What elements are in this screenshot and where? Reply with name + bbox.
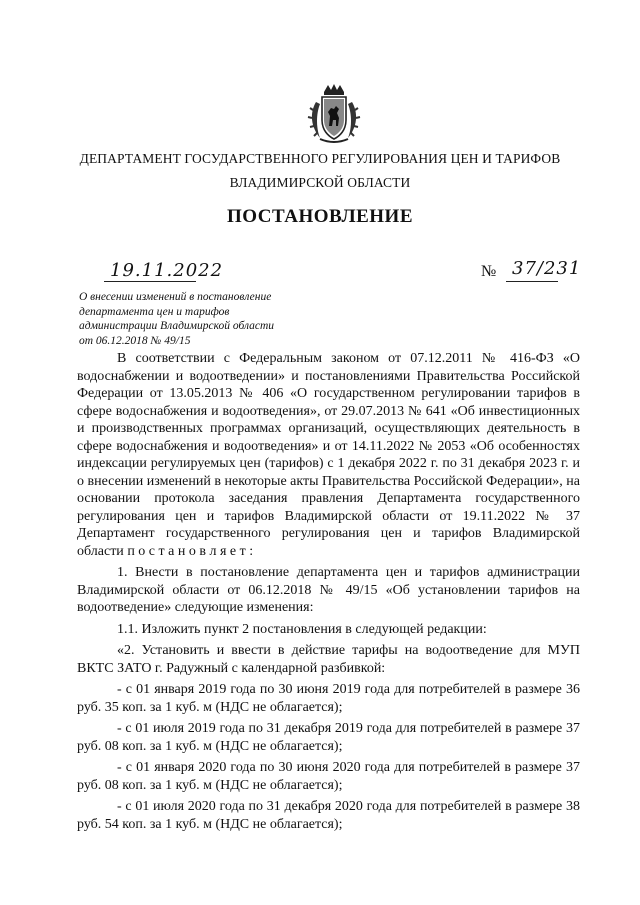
tariff-item: - с 01 января 2020 года по 30 июня 2020 года для потребителей в размере 37 руб. 08 коп. за 1 куб. м (НДС не облагается); — [77, 760, 580, 793]
preamble-paragraph — [77, 350, 580, 560]
subject-line: О внесении изменений в постановление — [79, 291, 272, 303]
number-underline — [506, 281, 558, 282]
document-subject — [79, 290, 274, 348]
department-name-line1: ДЕПАРТАМЕНТ ГОСУДАРСТВЕННОГО РЕГУЛИРОВАНИЯ ЦЕН И ТАРИФОВ — [79, 151, 561, 166]
document-body — [77, 350, 580, 833]
subject-line: от 06.12.2018 № 49/15 — [79, 334, 191, 347]
item-1-1: 1.1. Изложить пункт 2 постановления в следующей редакции: — [117, 621, 487, 637]
preamble-text: В соответствии с Федеральным законом от 07.12.2011 № 416-ФЗ «О водоснабжении и водоотведении» и постановлениями Правительства Российской Федерации от 13.05.2013 № 406 «О государственном регулировании тарифов в сфере водоснабжения и водоотведения», от 29.07.2013 № 641 «Об инвестиционных и производственных программах организаций, осуществляющих деятельность в сфере водоснабжения и водоотведения» и от 14.11.2022 № 2053 «Об особенностях индексации регулируемых цен (тарифов) с 1 декабря 2022 г. по 31 декабря 2023 г. и о внесении изменений в некоторые акты Правительства Российской Федерации», на основании протокола заседания правления Департамента государственного регулирования цен и тарифов Владимирской области от 19.11.2022 № 37 Департамент государственного регулирования цен и тарифов Владимирской области — [77, 351, 580, 559]
department-name-line2: ВЛАДИМИРСКОЙ ОБЛАСТИ — [229, 175, 411, 190]
document-type-title: ПОСТАНОВЛЕНИЕ — [226, 206, 414, 227]
item-1: 1. Внести в постановление департамента цен и тарифов администрации Владимирской области от 06.12.2018 № 49/15 «Об установлении тарифов на водоотведение» следующие изменения: — [77, 565, 580, 615]
decree-word: п о с т а н о в л я е т : — [127, 543, 254, 559]
item-2: «2. Установить и ввести в действие тарифы на водоотведение для МУП ВКТС ЗАТО г. Радужный с календарной разбивкой: — [77, 643, 580, 676]
subject-line: департамента цен и тарифов — [79, 305, 230, 318]
number-sign: № — [481, 263, 497, 280]
date-underline — [104, 281, 196, 282]
tariff-item: - с 01 июля 2019 года по 31 декабря 2019 года для потребителей в размере 37 руб. 08 коп. за 1 куб. м (НДС не облагается); — [77, 721, 580, 754]
subject-line: администрации Владимирской области — [79, 320, 275, 332]
document-date: 19.11.2022 — [110, 260, 224, 281]
document-number: 37/231 — [512, 258, 582, 279]
tariff-item: - с 01 июля 2020 года по 31 декабря 2020 года для потребителей в размере 38 руб. 54 коп. за 1 куб. м (НДС не облагается); — [77, 799, 580, 832]
coat-of-arms-icon — [306, 82, 362, 146]
tariff-item: - с 01 января 2019 года по 30 июня 2019 года для потребителей в размере 36 руб. 35 коп. за 1 куб. м (НДС не облагается); — [77, 682, 580, 715]
